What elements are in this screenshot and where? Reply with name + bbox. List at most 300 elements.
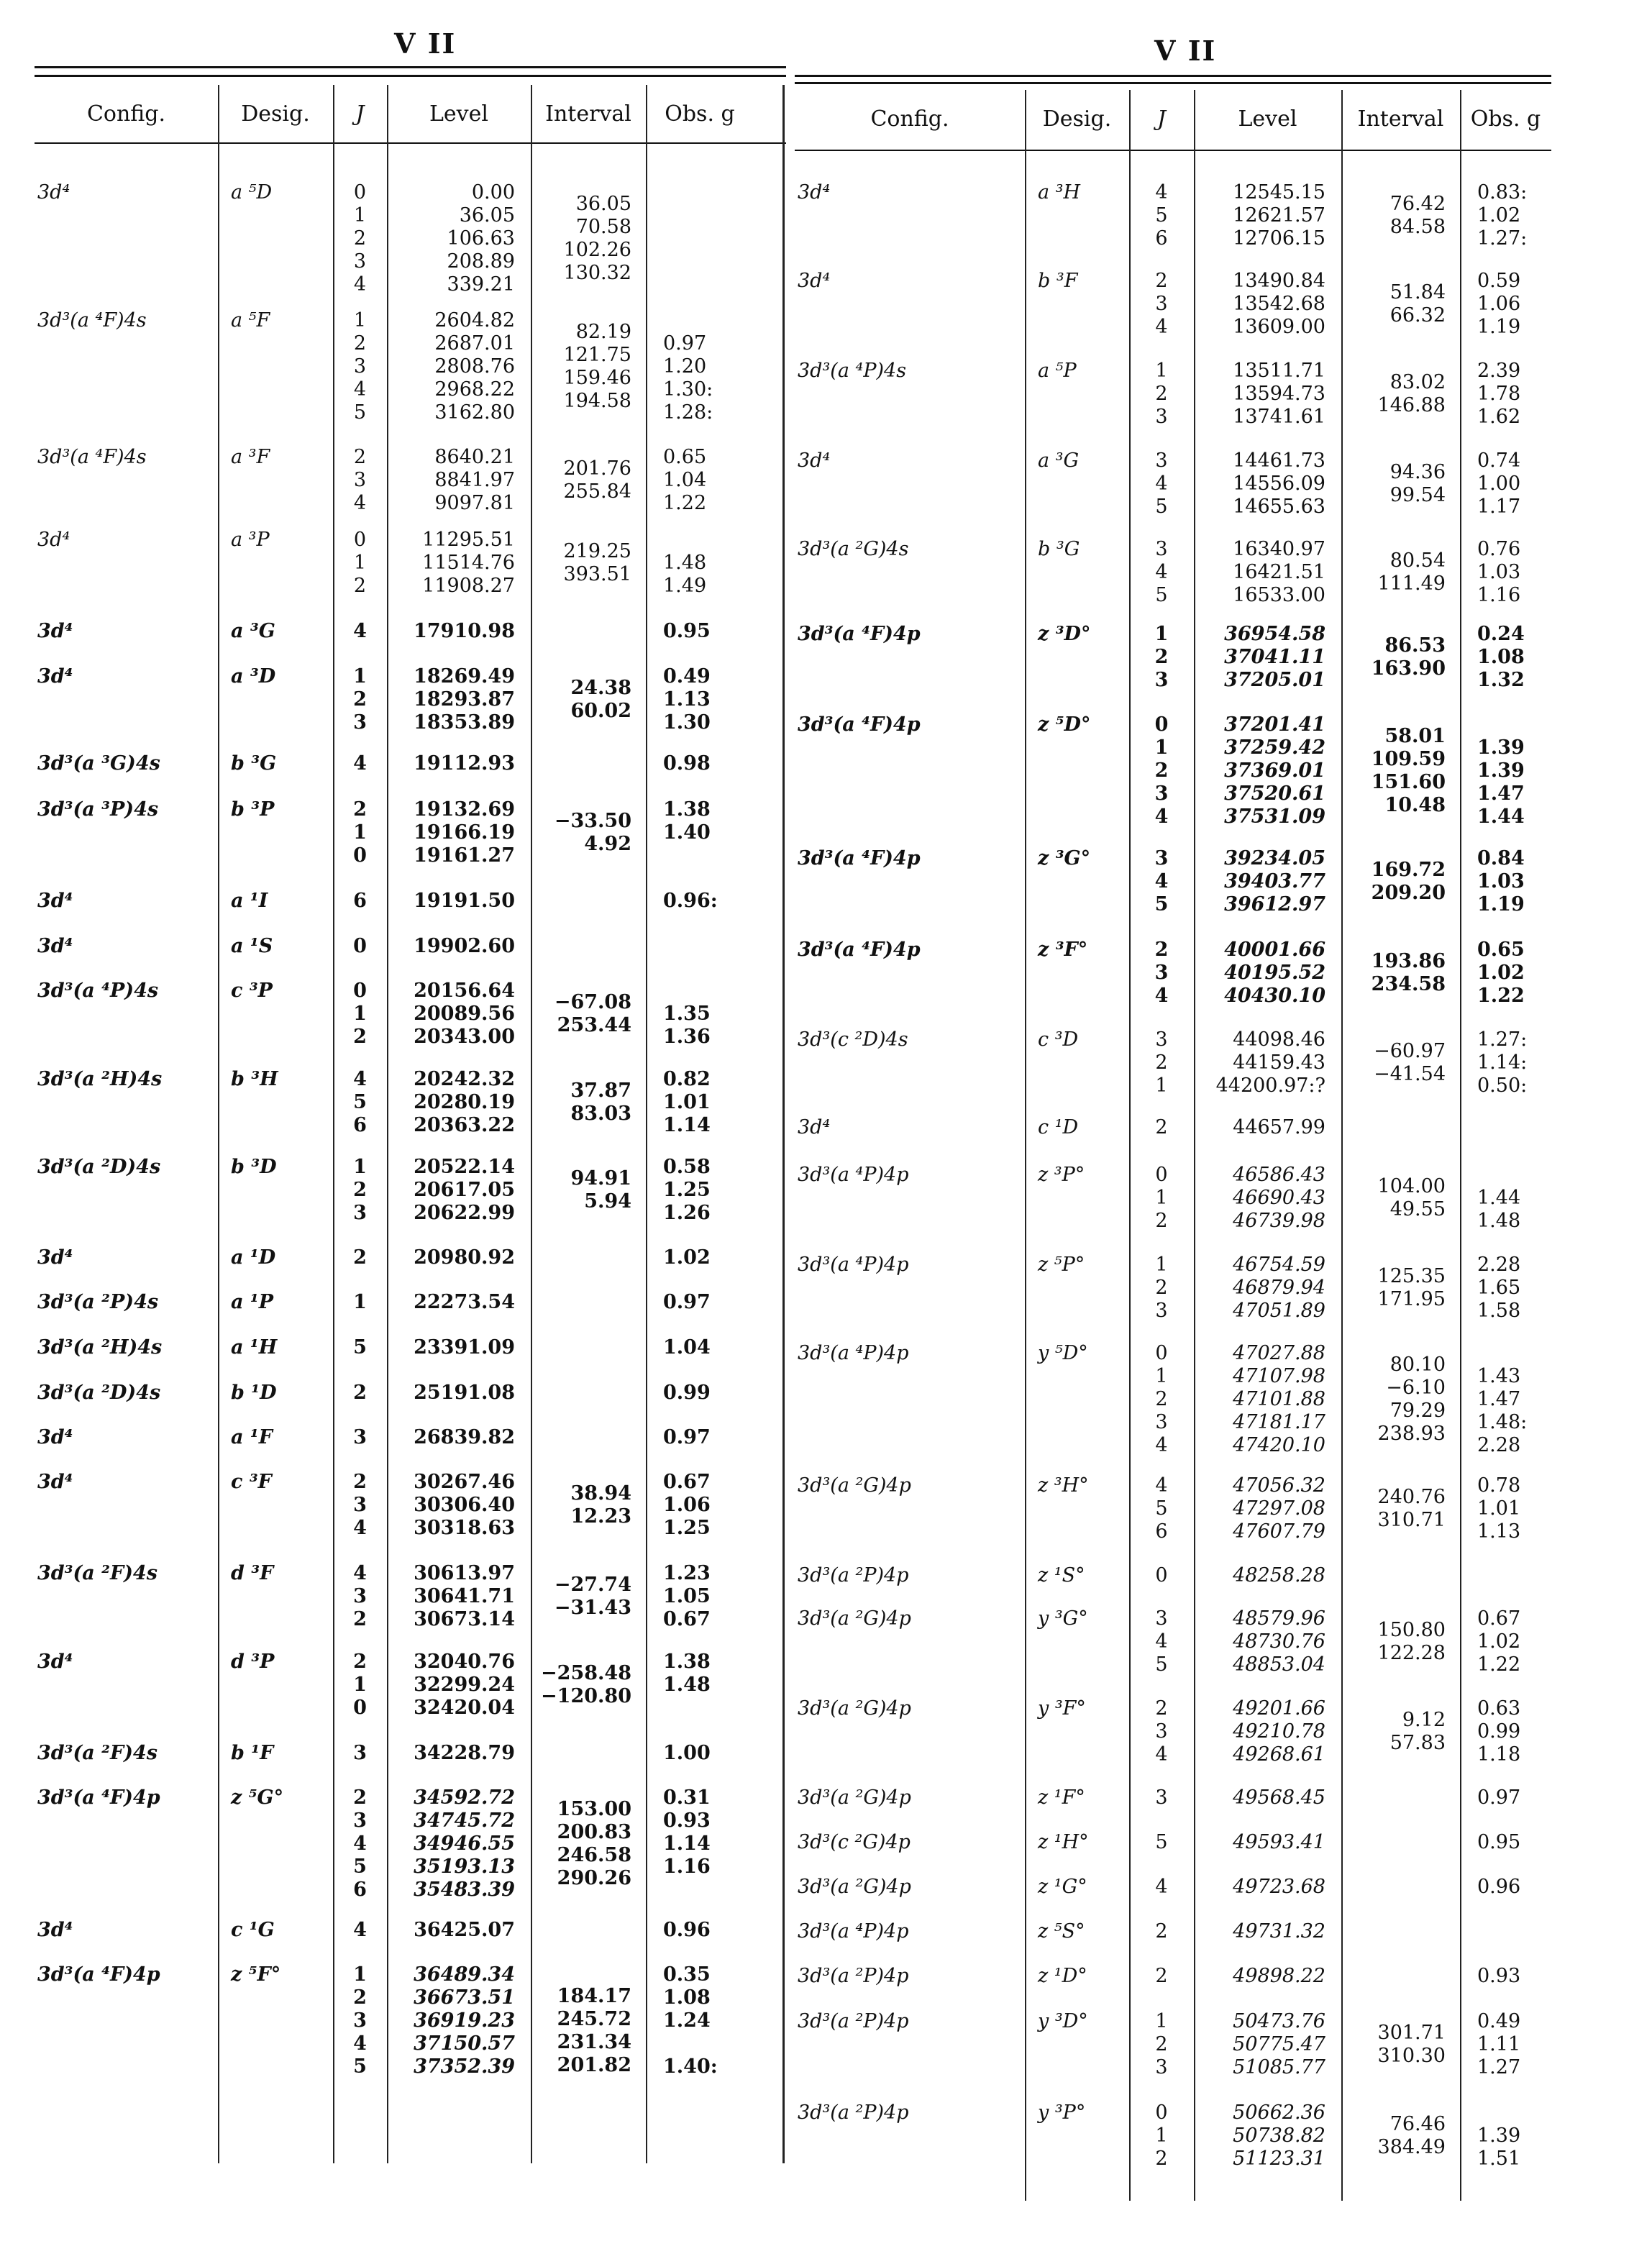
level-cell: 46586.43 46690.43 46739.98 xyxy=(1233,1164,1325,1232)
level-cell: 37201.41 37259.42 37369.01 37520.61 37531.09 xyxy=(1224,713,1325,828)
obs-g-cell: 2.39 1.78 1.62 xyxy=(1477,360,1521,428)
obs-g-cell: 1.38 1.48 xyxy=(663,1651,711,1696)
obs-g-cell: 1.39 1.39 1.47 1.44 xyxy=(1477,736,1525,828)
config-cell: 3d³(a ⁴P)4p xyxy=(798,1920,909,1943)
interval-cell: 36.05 70.58 102.26 130.32 xyxy=(563,193,631,284)
table-row xyxy=(795,939,1551,1008)
config-cell: 3d³(a ⁴P)4p xyxy=(798,1254,909,1276)
obs-g-cell: 1.39 1.51 xyxy=(1477,2124,1521,2170)
interval-cell: −60.97 −41.54 xyxy=(1374,1040,1446,1085)
level-cell: 14461.73 14556.09 14655.63 xyxy=(1233,449,1325,518)
level-cell: 23391.09 xyxy=(414,1336,515,1359)
table-row xyxy=(795,270,1551,339)
j-cell: 3 2 1 xyxy=(1155,1028,1168,1097)
interval-cell: 240.76 310.71 xyxy=(1377,1486,1446,1531)
table-row xyxy=(795,1028,1551,1097)
designation-cell: a ³D xyxy=(231,665,276,688)
table-row xyxy=(35,1963,754,2078)
interval-cell: 104.00 49.55 xyxy=(1377,1175,1446,1220)
designation-cell: a ⁵F xyxy=(231,309,270,332)
config-cell: 3d⁴ xyxy=(37,1471,73,1493)
config-cell: 3d³(a ⁴F)4p xyxy=(798,939,921,961)
level-cell: 11295.51 11514.76 11908.27 xyxy=(422,529,515,597)
level-cell: 49898.22 xyxy=(1233,1965,1325,1987)
designation-cell: z ⁵G° xyxy=(231,1786,284,1809)
j-cell: 2 xyxy=(1155,1965,1168,1987)
table-row xyxy=(35,1068,754,1137)
table-row xyxy=(795,1876,1551,1899)
interval-cell xyxy=(531,1336,646,1359)
table-row xyxy=(35,1291,754,1314)
j-cell: 1 2 3 4 5 xyxy=(353,309,367,424)
interval-cell: 38.94 12.23 xyxy=(570,1482,631,1528)
obs-g-cell: 1.38 1.40 xyxy=(663,798,711,844)
obs-g-cell: 0.82 1.01 1.14 xyxy=(663,1068,711,1136)
obs-g-cell xyxy=(1460,1564,1551,1587)
interval-cell: 150.80 122.28 xyxy=(1377,1619,1446,1664)
right-top-rule-2 xyxy=(795,82,1551,84)
level-cell: 17910.98 xyxy=(414,620,515,642)
config-cell: 3d⁴ xyxy=(37,935,73,957)
config-cell: 3d³(a ⁴F)4p xyxy=(37,1963,160,1986)
header-level: Level xyxy=(429,101,488,127)
level-cell: 2604.82 2687.01 2808.76 2968.22 3162.80 xyxy=(434,309,515,424)
interval-cell: 24.38 60.02 xyxy=(570,677,631,722)
designation-cell: a ³H xyxy=(1038,181,1081,204)
config-cell: 3d³(a ⁴P)4s xyxy=(798,360,907,382)
interval-cell: 201.76 255.84 xyxy=(563,457,631,503)
level-cell: 20522.14 20617.05 20622.99 xyxy=(414,1156,515,1224)
obs-g-cell: 0.97 xyxy=(1477,1786,1521,1809)
designation-cell: b ³H xyxy=(231,1068,278,1090)
level-cell: 26839.82 xyxy=(414,1426,515,1448)
config-cell: 3d³(a ³G)4s xyxy=(37,752,160,775)
obs-g-cell: 1.23 1.05 0.67 xyxy=(663,1562,711,1630)
interval-cell: −258.48 −120.80 xyxy=(541,1662,631,1707)
j-cell: 0 1 2 3 4 xyxy=(1154,713,1169,828)
obs-g-cell: 1.48 1.49 xyxy=(663,552,707,597)
designation-cell: z ³G° xyxy=(1038,847,1091,870)
table-row xyxy=(795,1607,1551,1676)
interval-cell xyxy=(531,1246,646,1269)
level-cell: 44657.99 xyxy=(1233,1116,1325,1138)
obs-g-cell: 0.63 0.99 1.18 xyxy=(1477,1697,1521,1766)
interval-cell: 58.01 109.59 151.60 10.48 xyxy=(1371,725,1446,816)
interval-cell xyxy=(531,1742,646,1765)
table-row xyxy=(35,1382,754,1405)
header-desig: Desig. xyxy=(241,101,310,127)
table-row xyxy=(795,449,1551,519)
designation-cell: z ³P° xyxy=(1038,1164,1085,1186)
level-cell: 48579.96 48730.76 48853.04 xyxy=(1233,1607,1325,1676)
designation-cell: a ³G xyxy=(1038,449,1080,472)
level-cell: 44098.46 44159.43 44200.97:? xyxy=(1215,1028,1325,1097)
config-cell: 3d³(a ²P)4p xyxy=(798,2010,909,2032)
right-top-rule xyxy=(795,75,1551,77)
config-cell: 3d³(c ²D)4s xyxy=(798,1028,908,1051)
table-row xyxy=(795,2101,1551,2171)
j-cell: 1 xyxy=(353,1291,367,1313)
designation-cell: b ¹F xyxy=(231,1742,274,1764)
designation-cell: b ³G xyxy=(231,752,277,775)
obs-g-cell: 0.97 1.20 1.30: 1.28: xyxy=(663,332,713,424)
table-row xyxy=(35,1651,754,1720)
table-row xyxy=(795,538,1551,607)
designation-cell: a ⁵D xyxy=(231,181,273,204)
interval-cell xyxy=(531,1426,646,1449)
header-desig: Desig. xyxy=(1042,106,1112,132)
level-cell: 46754.59 46879.94 47051.89 xyxy=(1233,1254,1325,1322)
level-cell: 48258.28 xyxy=(1233,1564,1325,1587)
level-cell: 19902.60 xyxy=(414,935,515,957)
obs-g-cell xyxy=(646,181,754,296)
table-row xyxy=(795,713,1551,829)
table-row xyxy=(35,1742,754,1765)
interval-cell xyxy=(531,1382,646,1405)
left-top-rule xyxy=(35,66,786,68)
table-row xyxy=(35,620,754,643)
config-cell: 3d³(a ²H)4s xyxy=(37,1068,163,1090)
interval-cell xyxy=(1341,1116,1460,1139)
interval-cell: −33.50 4.92 xyxy=(554,810,631,855)
col-divider xyxy=(782,85,785,2163)
config-cell: 3d³(c ²G)4p xyxy=(798,1831,911,1853)
j-cell: 2 xyxy=(1155,1116,1168,1138)
obs-g-cell: 0.84 1.03 1.19 xyxy=(1477,847,1525,916)
designation-cell: z ¹F° xyxy=(1038,1786,1085,1809)
interval-cell xyxy=(531,1291,646,1314)
obs-g-cell: 0.95 xyxy=(663,620,711,642)
obs-g-cell: 0.67 1.06 1.25 xyxy=(663,1471,711,1539)
designation-cell: a ¹D xyxy=(231,1246,276,1269)
level-cell: 30267.46 30306.40 30318.63 xyxy=(414,1471,515,1539)
designation-cell: z ³F° xyxy=(1038,939,1088,961)
table-row xyxy=(35,1562,754,1631)
designation-cell: z ⁵F° xyxy=(231,1963,281,1986)
config-cell: 3d⁴ xyxy=(37,529,70,551)
j-cell: 4 xyxy=(353,1919,367,1941)
table-row xyxy=(795,1831,1551,1854)
interval-cell: 125.35 171.95 xyxy=(1377,1265,1446,1310)
config-cell: 3d³(a ³P)4s xyxy=(37,798,159,821)
config-cell: 3d³(a ²P)4p xyxy=(798,2101,909,2124)
obs-g-cell xyxy=(1460,1920,1551,1943)
designation-cell: z ⁵P° xyxy=(1038,1254,1085,1276)
level-cell: 39234.05 39403.77 39612.97 xyxy=(1224,847,1325,916)
interval-cell xyxy=(1341,1831,1460,1854)
designation-cell: c ³F xyxy=(231,1471,272,1493)
header-interval: Interval xyxy=(545,101,631,127)
config-cell: 3d³(a ²G)4p xyxy=(798,1876,911,1898)
obs-g-cell: 0.97 xyxy=(663,1426,711,1448)
level-cell: 22273.54 xyxy=(414,1291,515,1313)
interval-cell: 9.12 57.83 xyxy=(1389,1709,1446,1754)
config-cell: 3d⁴ xyxy=(37,665,73,688)
interval-cell: 80.54 111.49 xyxy=(1377,549,1446,595)
level-cell: 0.00 36.05 106.63 208.89 339.21 xyxy=(447,181,515,296)
obs-g-cell: 0.96 xyxy=(1477,1876,1521,1898)
right-header-rule xyxy=(795,150,1551,151)
left-header-rule xyxy=(35,142,786,144)
level-cell: 49593.41 xyxy=(1233,1831,1325,1853)
interval-cell: 82.19 121.75 159.46 194.58 xyxy=(563,321,631,412)
config-cell: 3d³(a ⁴P)4p xyxy=(798,1342,909,1364)
j-cell: 1 2 3 xyxy=(1155,2010,1168,2078)
j-cell: 0 1 2 xyxy=(353,529,367,597)
config-cell: 3d³(a ⁴F)4p xyxy=(798,713,921,736)
obs-g-cell: 0.65 1.02 1.22 xyxy=(1477,939,1525,1007)
table-row xyxy=(35,752,754,775)
config-cell: 3d⁴ xyxy=(798,1116,831,1138)
obs-g-cell: 1.44 1.48 xyxy=(1477,1187,1521,1232)
table-row xyxy=(35,529,754,598)
level-cell: 19112.93 xyxy=(414,752,515,775)
config-cell: 3d³(a ²G)4p xyxy=(798,1697,911,1720)
header-config: Config. xyxy=(870,106,949,132)
designation-cell: z ¹H° xyxy=(1038,1831,1089,1853)
designation-cell: z ¹G° xyxy=(1038,1876,1087,1898)
obs-g-cell: 0.65 1.04 1.22 xyxy=(663,446,707,514)
j-cell: 5 xyxy=(353,1336,367,1359)
table-row xyxy=(35,1786,754,1902)
j-cell: 4 xyxy=(353,620,367,642)
level-cell: 49568.45 xyxy=(1233,1786,1325,1809)
j-cell: 1 2 3 xyxy=(1154,623,1169,691)
interval-cell: 86.53 163.90 xyxy=(1371,634,1446,680)
j-cell: 3 4 5 xyxy=(1154,847,1169,916)
designation-cell: z ¹D° xyxy=(1038,1965,1087,1987)
obs-g-cell: 0.67 1.02 1.22 xyxy=(1477,1607,1521,1676)
table-row xyxy=(35,980,754,1049)
table-row xyxy=(795,1342,1551,1457)
j-cell: 2 3 4 xyxy=(1155,270,1168,338)
j-cell: 3 xyxy=(353,1426,367,1448)
table-row xyxy=(795,1697,1551,1766)
table-row xyxy=(35,1156,754,1225)
j-cell: 4 3 2 xyxy=(353,1562,367,1630)
designation-cell: z ⁵D° xyxy=(1038,713,1091,736)
level-cell: 25191.08 xyxy=(414,1382,515,1404)
table-row xyxy=(35,1471,754,1540)
right-table-title: V II xyxy=(1154,35,1217,67)
obs-g-cell: 0.58 1.25 1.26 xyxy=(663,1156,711,1224)
j-cell: 0 xyxy=(353,935,367,957)
level-cell: 19132.69 19166.19 19161.27 xyxy=(414,798,515,867)
j-cell: 2 3 4 xyxy=(353,1471,367,1539)
interval-cell: 94.36 99.54 xyxy=(1389,461,1446,506)
obs-g-cell: 0.97 xyxy=(663,1291,711,1313)
left-table-title: V II xyxy=(394,27,457,60)
j-cell: 0 1 2 3 4 xyxy=(353,181,367,296)
designation-cell: z ¹S° xyxy=(1038,1564,1085,1587)
obs-g-cell: 0.96 xyxy=(663,1919,711,1941)
config-cell: 3d³(a ²H)4s xyxy=(37,1336,163,1359)
table-row xyxy=(35,309,754,424)
obs-g-cell: 0.96: xyxy=(663,890,718,912)
j-cell: 0 1 2 xyxy=(1155,2101,1168,2170)
level-cell: 13511.71 13594.73 13741.61 xyxy=(1233,360,1325,428)
designation-cell: a ¹F xyxy=(231,1426,273,1448)
table-row xyxy=(795,1254,1551,1323)
j-cell: 3 4 5 xyxy=(1155,1607,1168,1676)
interval-cell xyxy=(1341,1920,1460,1943)
designation-cell: b ¹D xyxy=(231,1382,277,1404)
level-cell: 16340.97 16421.51 16533.00 xyxy=(1233,538,1325,606)
obs-g-cell: 0.35 1.08 1.24 1.40: xyxy=(663,1963,718,2078)
level-cell: 34228.79 xyxy=(414,1742,515,1764)
interval-cell xyxy=(531,890,646,913)
j-cell: 4 5 6 xyxy=(1155,181,1168,250)
j-cell: 2 1 0 xyxy=(353,798,367,867)
config-cell: 3d³(a ²D)4s xyxy=(37,1382,161,1404)
obs-g-cell: 0.93 xyxy=(1477,1965,1521,1987)
level-cell: 50662.36 50738.82 51123.31 xyxy=(1233,2101,1325,2170)
j-cell: 4 5 6 xyxy=(353,1068,367,1136)
obs-g-cell: 0.98 xyxy=(663,752,711,775)
interval-cell xyxy=(1341,1564,1460,1587)
obs-g-cell: 1.27: 1.14: 0.50: xyxy=(1477,1028,1528,1097)
config-cell: 3d³(a ⁴F)4s xyxy=(37,309,147,332)
designation-cell: b ³P xyxy=(231,798,275,821)
table-row xyxy=(795,1564,1551,1587)
j-cell: 0 1 2 xyxy=(353,980,367,1048)
j-cell: 2 3 4 xyxy=(1154,939,1169,1007)
interval-cell: 83.02 146.88 xyxy=(1377,371,1446,416)
designation-cell: c ³D xyxy=(1038,1028,1079,1051)
header-obs-g: Obs. g xyxy=(665,101,735,127)
designation-cell: z ⁵S° xyxy=(1038,1920,1085,1943)
obs-g-cell: 0.74 1.00 1.17 xyxy=(1477,449,1521,518)
j-cell: 1 2 3 4 5 xyxy=(353,1963,367,2078)
table-row xyxy=(795,623,1551,692)
config-cell: 3d³(a ⁴F)4p xyxy=(37,1786,160,1809)
level-cell: 32040.76 32299.24 32420.04 xyxy=(414,1651,515,1719)
config-cell: 3d³(a ²F)4s xyxy=(37,1562,158,1584)
table-row xyxy=(795,847,1551,916)
j-cell: 5 xyxy=(1155,1831,1168,1853)
level-cell: 20156.64 20089.56 20343.00 xyxy=(414,980,515,1048)
interval-cell: 184.17 245.72 231.34 201.82 xyxy=(557,1985,631,2076)
designation-cell: d ³P xyxy=(231,1651,275,1673)
interval-cell: 193.86 234.58 xyxy=(1371,950,1446,995)
designation-cell: a ¹P xyxy=(231,1291,274,1313)
level-cell: 20242.32 20280.19 20363.22 xyxy=(414,1068,515,1136)
left-top-rule-2 xyxy=(35,75,786,77)
j-cell: 0 1 2 3 4 xyxy=(1155,1342,1168,1456)
level-cell: 18269.49 18293.87 18353.89 xyxy=(414,665,515,734)
level-cell: 49723.68 xyxy=(1233,1876,1325,1898)
designation-cell: y ³G° xyxy=(1038,1607,1088,1630)
designation-cell: a ¹I xyxy=(231,890,268,912)
config-cell: 3d³(a ⁴F)4s xyxy=(37,446,147,468)
interval-cell: −27.74 −31.43 xyxy=(554,1574,631,1619)
table-row xyxy=(795,1920,1551,1943)
interval-cell xyxy=(1341,1786,1460,1809)
j-cell: 1 2 3 xyxy=(1155,1254,1168,1322)
interval-cell xyxy=(531,935,646,958)
config-cell: 3d⁴ xyxy=(37,1246,73,1269)
designation-cell: b ³D xyxy=(231,1156,277,1178)
obs-g-cell: 0.31 0.93 1.14 1.16 xyxy=(663,1786,711,1878)
config-cell: 3d⁴ xyxy=(798,181,831,204)
j-cell: 3 4 5 xyxy=(1155,449,1168,518)
config-cell: 3d³(a ²P)4p xyxy=(798,1965,909,1987)
obs-g-cell: 2.28 1.65 1.58 xyxy=(1477,1254,1521,1322)
level-cell: 36425.07 xyxy=(414,1919,515,1941)
j-cell: 2 xyxy=(1155,1920,1168,1943)
header-obs-g: Obs. g xyxy=(1470,106,1541,132)
config-cell: 3d³(a ²G)4p xyxy=(798,1786,911,1809)
table-row xyxy=(35,1336,754,1359)
j-cell: 4 xyxy=(353,752,367,775)
designation-cell: a ³F xyxy=(231,446,270,468)
level-cell: 40001.66 40195.52 40430.10 xyxy=(1224,939,1325,1007)
interval-cell: 76.42 84.58 xyxy=(1389,193,1446,238)
interval-cell: 37.87 83.03 xyxy=(570,1080,631,1125)
table-row xyxy=(795,1164,1551,1233)
table-row xyxy=(35,890,754,913)
table-row xyxy=(35,1919,754,1942)
config-cell: 3d⁴ xyxy=(37,1426,73,1448)
table-row xyxy=(35,1426,754,1449)
j-cell: 2 3 4 5 6 xyxy=(353,1786,367,1901)
obs-g-cell xyxy=(1460,1116,1551,1139)
header-j: J xyxy=(355,101,365,127)
config-cell: 3d³(a ⁴P)4s xyxy=(37,980,159,1002)
designation-cell: a ³P xyxy=(231,529,270,551)
level-cell: 19191.50 xyxy=(414,890,515,912)
designation-cell: z ³D° xyxy=(1038,623,1091,645)
obs-g-cell: 1.35 1.36 xyxy=(663,1003,711,1048)
interval-cell: 301.71 310.30 xyxy=(1377,2022,1446,2067)
level-cell: 13490.84 13542.68 13609.00 xyxy=(1233,270,1325,338)
obs-g-cell: 0.83: 1.02 1.27: xyxy=(1477,181,1528,250)
table-row xyxy=(795,1965,1551,1988)
header-j: J xyxy=(1156,106,1167,132)
j-cell: 1 2 3 xyxy=(1155,360,1168,428)
j-cell: 3 4 5 xyxy=(1155,538,1168,606)
j-cell: 4 5 6 xyxy=(1155,1474,1168,1543)
config-cell: 3d⁴ xyxy=(37,181,70,204)
interval-cell: 94.91 5.94 xyxy=(570,1167,631,1213)
j-cell: 1 2 3 xyxy=(353,665,367,734)
config-cell: 3d⁴ xyxy=(37,890,73,912)
j-cell: 3 xyxy=(353,1742,367,1764)
j-cell: 1 2 3 xyxy=(353,1156,367,1224)
interval-cell xyxy=(531,620,646,643)
obs-g-cell: 0.49 1.13 1.30 xyxy=(663,665,711,734)
obs-g-cell xyxy=(646,935,754,958)
interval-cell xyxy=(531,1919,646,1942)
obs-g-cell: 1.02 xyxy=(663,1246,711,1269)
interval-cell: 169.72 209.20 xyxy=(1371,859,1446,904)
level-cell: 47027.88 47107.98 47101.88 47181.17 47420.10 xyxy=(1233,1342,1325,1456)
config-cell: 3d⁴ xyxy=(37,1651,73,1673)
obs-g-cell: 0.95 xyxy=(1477,1831,1521,1853)
level-cell: 34592.72 34745.72 34946.55 35193.13 35483.39 xyxy=(414,1786,515,1901)
header-config: Config. xyxy=(86,101,166,127)
obs-g-cell: 0.59 1.06 1.19 xyxy=(1477,270,1521,338)
designation-cell: a ³G xyxy=(231,620,275,642)
interval-cell: 51.84 66.32 xyxy=(1389,281,1446,327)
config-cell: 3d³(a ²G)4p xyxy=(798,1607,911,1630)
designation-cell: z ³H° xyxy=(1038,1474,1089,1497)
interval-cell: 76.46 384.49 xyxy=(1377,2113,1446,2158)
designation-cell: y ⁵D° xyxy=(1038,1342,1088,1364)
j-cell: 4 xyxy=(1155,1876,1168,1898)
level-cell: 30613.97 30641.71 30673.14 xyxy=(414,1562,515,1630)
designation-cell: y ³F° xyxy=(1038,1697,1086,1720)
